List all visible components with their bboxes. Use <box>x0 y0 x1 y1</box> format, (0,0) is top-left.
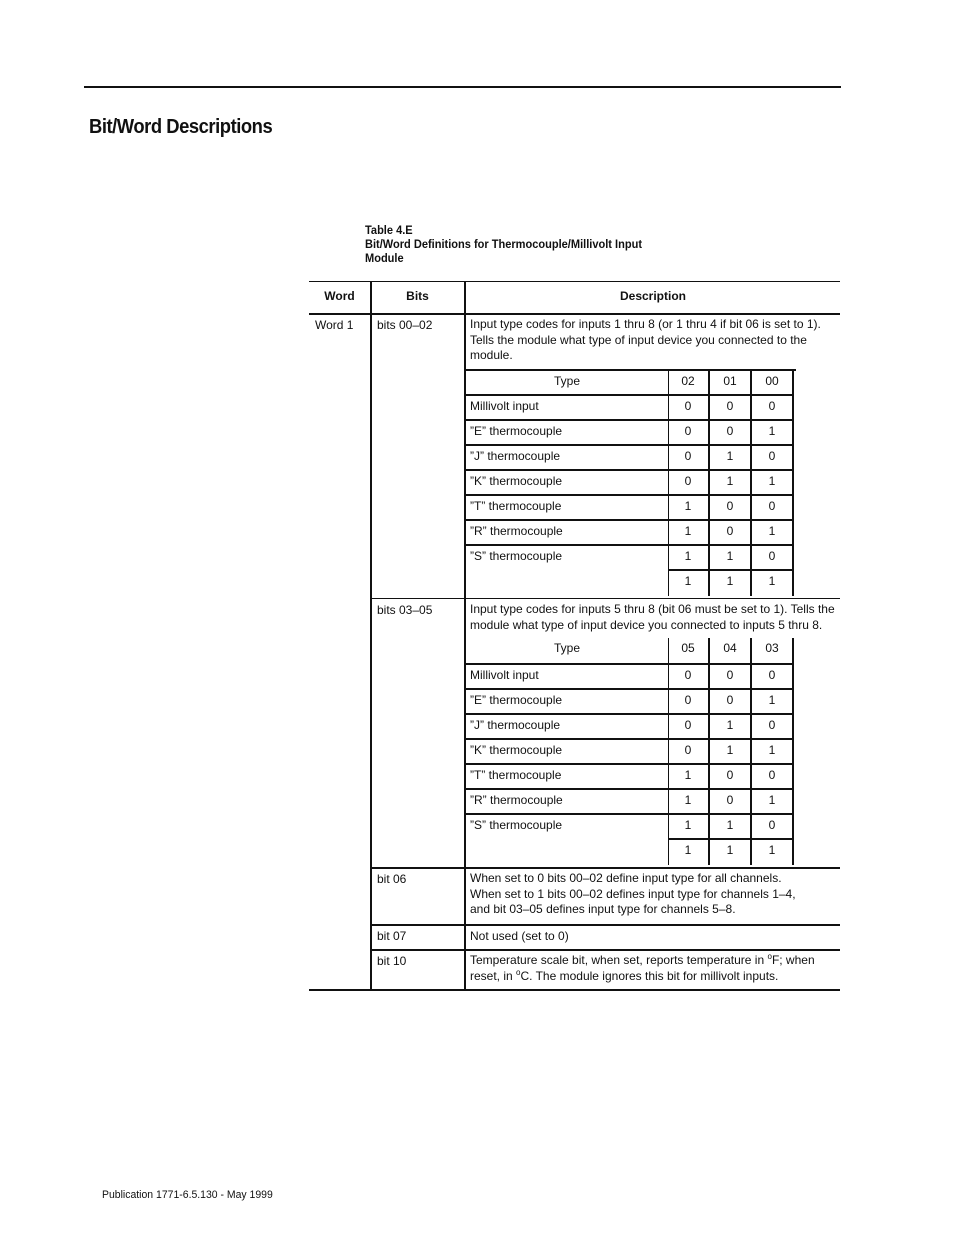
desc-line: module. <box>470 348 513 362</box>
table-row <box>465 521 796 546</box>
bit-02-header: 02 <box>681 374 695 388</box>
header-description: Description <box>619 289 686 303</box>
table-row <box>465 690 796 715</box>
bit-cell: 0 <box>684 474 692 488</box>
bit-cell: 0 <box>768 768 776 782</box>
desc-line: Input type codes for inputs 1 thru 8 (or 1 thru 4 if bit 06 is set to 1). <box>470 317 821 331</box>
bit-cell: 0 <box>768 399 776 413</box>
table-caption <box>365 223 659 265</box>
desc-line: When set to 0 bits 00–02 define input type for all channels. <box>470 871 782 885</box>
bit-cell: 1 <box>768 524 776 538</box>
bit-cell: 0 <box>768 668 776 682</box>
type-header: Type <box>553 374 580 388</box>
bit-cell: 1 <box>684 574 692 588</box>
bit-10-description <box>470 953 836 984</box>
degree-symbol: o <box>516 967 521 977</box>
bit-cell: 0 <box>726 668 734 682</box>
bit-cell: 0 <box>726 424 734 438</box>
bit-cell: 1 <box>768 574 776 588</box>
rule-bit06-end <box>371 924 840 926</box>
rule-bit07-end <box>371 949 840 951</box>
bit-cell: 1 <box>726 449 734 463</box>
table-bottom-rule <box>309 989 840 991</box>
bit-00-header: 00 <box>765 374 779 388</box>
type-header: Type <box>553 641 580 655</box>
bit-cell: 0 <box>768 818 776 832</box>
bit-cell: 0 <box>726 768 734 782</box>
desc-line: Tells the module what type of input device you connected to the <box>470 332 807 347</box>
bits-00-02-description <box>470 317 836 364</box>
table-row <box>465 421 796 446</box>
bit-cell: 1 <box>768 424 776 438</box>
table-title-line-1: Bit/Word Definitions for Thermocouple/Millivolt Input <box>365 237 643 251</box>
bit-cell: 0 <box>768 449 776 463</box>
bit-10-text: reset, in <box>470 968 517 983</box>
type-cell: ”S” thermocouple <box>470 549 563 563</box>
publication-footer: Publication 1771-6.5.130 - May 1999 <box>102 1189 273 1201</box>
table-title-line-2: Module <box>365 251 404 265</box>
bit-cell: 1 <box>768 474 776 488</box>
header-word: Word <box>324 289 355 303</box>
type-cell: ”R” thermocouple <box>470 524 563 538</box>
table-row <box>465 546 796 571</box>
desc-line: and bit 03–05 defines input type for channels 5–8. <box>470 902 736 916</box>
bit-cell: 1 <box>684 499 692 513</box>
table-row <box>465 840 796 865</box>
bit-cell: 0 <box>726 524 734 538</box>
bit-10-label: bit 10 <box>377 954 407 968</box>
bit-cell: 1 <box>726 574 734 588</box>
type-cell: ”K” thermocouple <box>470 743 563 757</box>
bit-cell: 0 <box>684 449 692 463</box>
table-row <box>465 765 796 790</box>
bit-06-label: bit 06 <box>377 872 407 886</box>
type-cell: Millivolt input <box>470 399 539 413</box>
bit-01-header: 01 <box>723 374 737 388</box>
table-row <box>465 790 796 815</box>
bit-cell: 1 <box>684 524 692 538</box>
bit-cell: 1 <box>726 718 734 732</box>
bit-cell: 1 <box>768 843 776 857</box>
bit-07-label: bit 07 <box>377 929 407 943</box>
type-cell: ”J” thermocouple <box>470 449 561 463</box>
bits-00-02-label: bits 00–02 <box>377 318 433 332</box>
bit-cell: 0 <box>684 743 692 757</box>
desc-line: Input type codes for inputs 5 thru 8 (bit 06 must be set to 1). Tells the <box>470 602 835 616</box>
bit-cell: 1 <box>768 743 776 757</box>
bit-cell: 1 <box>726 843 734 857</box>
bit-04-header: 04 <box>723 641 737 655</box>
rule-group1-end <box>371 598 840 599</box>
bit-cell: 1 <box>684 768 692 782</box>
bit-10-text: F; when <box>771 953 815 967</box>
bit-cell: 0 <box>684 399 692 413</box>
bit-cell: 0 <box>684 424 692 438</box>
bit-cell: 0 <box>768 549 776 563</box>
bit-10-text: Temperature scale bit, when set, reports temperature in <box>470 953 768 967</box>
bits-03-05-label: bits 03–05 <box>377 603 433 617</box>
bit-cell: 0 <box>768 718 776 732</box>
sub-table-header-row <box>465 369 796 396</box>
bit-cell: 0 <box>684 718 692 732</box>
bit-cell: 1 <box>726 818 734 832</box>
bit-cell: 0 <box>684 668 692 682</box>
bit-cell: 0 <box>726 793 734 807</box>
desc-line: module what type of input device you connected to inputs 5 thru 8. <box>470 617 823 632</box>
top-rule <box>84 86 841 88</box>
bit-03-header: 03 <box>765 641 779 655</box>
bit-cell: 1 <box>726 549 734 563</box>
table-row <box>465 396 796 421</box>
bit-cell: 0 <box>768 499 776 513</box>
type-cell: ”E” thermocouple <box>470 424 563 438</box>
bit-cell: 1 <box>768 693 776 707</box>
table-row <box>465 815 796 840</box>
header-bottom-rule <box>309 313 840 315</box>
table-row <box>465 571 796 596</box>
bit-05-header: 05 <box>681 641 695 655</box>
table-row <box>465 496 796 521</box>
type-cell: ”K” thermocouple <box>470 474 563 488</box>
bit-word-table <box>309 281 840 991</box>
word-1-label: Word 1 <box>315 318 354 332</box>
type-cell: ”S” thermocouple <box>470 818 563 832</box>
bit-cell: 1 <box>684 818 692 832</box>
bits-03-05-description <box>470 602 836 633</box>
table-number: Table 4.E <box>365 223 413 237</box>
bit-cell: 1 <box>726 743 734 757</box>
type-cell: ”E” thermocouple <box>470 693 563 707</box>
type-cell: ”T” thermocouple <box>470 768 562 782</box>
bit-cell: 0 <box>726 693 734 707</box>
bit-07-description: Not used (set to 0) <box>470 929 569 943</box>
header-bits: Bits <box>406 289 429 303</box>
degree-symbol: o <box>767 952 772 961</box>
table-row <box>465 665 796 690</box>
type-cell: ”J” thermocouple <box>470 718 561 732</box>
sub-table-header-row <box>465 638 796 665</box>
table-row <box>465 471 796 496</box>
table-row <box>465 715 796 740</box>
bit-cell: 0 <box>726 399 734 413</box>
table-row <box>465 740 796 765</box>
bit-10-text: C. The module ignores this bit for millivolt inputs. <box>520 968 779 983</box>
table-row <box>465 446 796 471</box>
desc-line: When set to 1 bits 00–02 defines input type for channels 1–4, <box>470 886 796 901</box>
type-cell: Millivolt input <box>470 668 539 682</box>
bit-cell: 0 <box>726 499 734 513</box>
bit-cell: 1 <box>768 793 776 807</box>
rule-group2-end <box>371 867 840 869</box>
type-cell: ”T” thermocouple <box>470 499 562 513</box>
word-bits-divider <box>370 281 372 990</box>
bit-cell: 0 <box>684 693 692 707</box>
table-top-rule <box>309 281 840 282</box>
bit-06-description <box>470 871 836 918</box>
bit-cell: 1 <box>684 843 692 857</box>
page-heading: Bit/Word Descriptions <box>89 116 273 138</box>
bit-cell: 1 <box>684 793 692 807</box>
bit-cell: 1 <box>726 474 734 488</box>
bit-cell: 1 <box>684 549 692 563</box>
type-cell: ”R” thermocouple <box>470 793 563 807</box>
